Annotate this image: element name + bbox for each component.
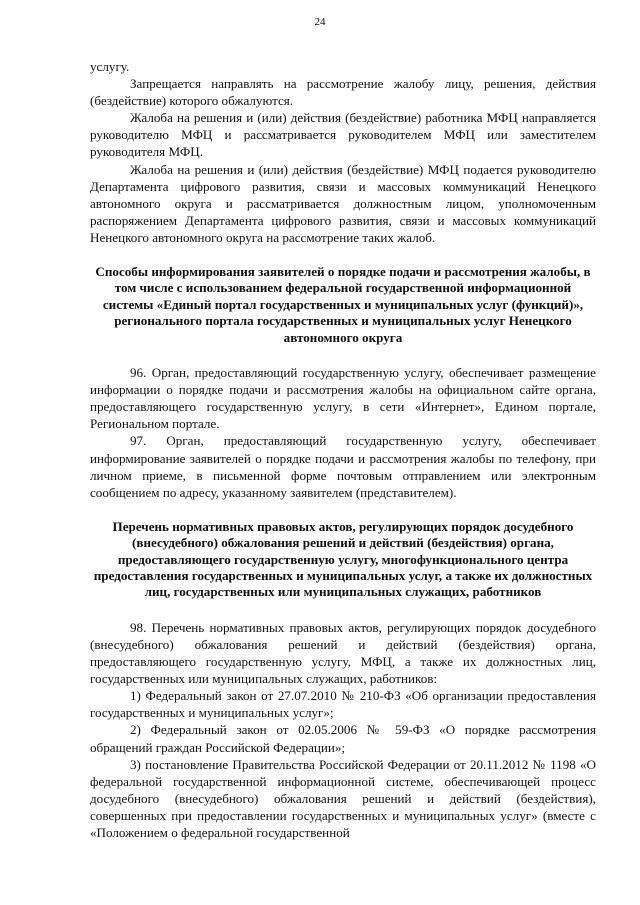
section-heading: Способы информирования заявителей о порядке подачи и рассмотрения жалобы, в том числе с использованием федеральной государственной информационной системы «Единый портал государственных и муниципальных услуг (функций)», регионального портала государственных и муниципальных услуг Ненецкого автономного округа [95,264,591,345]
paragraph-97: 97. Орган, предоставляющий государственную услугу, обеспечивает информирование заявителей о порядке подачи и рассмотрения жалобы по телефону, при личном приеме, в письменной форме почтовым отправлением или электронным сообщением по адресу, указанному заявителем (представителем). [90,433,596,500]
paragraph: Жалоба на решения и (или) действия (бездействие) МФЦ подается руководителю Департамента цифрового развития, связи и массовых коммуникаций Ненецкого автономного округа и рассматривается должностным лицом, уполномоченным распоряжением Департамента цифрового развития, связи и массовых коммуникаций Ненецкого автономного округа на рассмотрение таких жалоб. [90,161,596,245]
paragraph-96: 96. Орган, предоставляющий государственную услугу, обеспечивает размещение информации о порядке подачи и рассмотрения жалобы на официальном сайте органа, предоставляющего государственную услугу, в сети «Интернет», Едином портале, Региональном портале. [90,365,596,432]
page-number: 24 [314,16,326,28]
list-item: 3) постановление Правительства Российской Федерации от 20.11.2012 № 1198 «О федеральной государственной информационной системе, обеспечивающей процесс досудебного (внесудебного) обжалования решений и действий (бездействия), совершенных при предоставлении государственных и муниципальных услуг» (вместе с «Положением о федеральной государственной [90,756,596,840]
document-body [90,58,596,841]
list-item: 2) Федеральный закон от 02.05.2006 № 59-ФЗ «О порядке рассмотрения обращений граждан Российской Федерации»; [90,722,596,755]
paragraph: Жалоба на решения и (или) действия (бездействие) работника МФЦ направляется руководителю МФЦ и рассматривается руководителем МФЦ или заместителем руководителя МФЦ. [90,110,596,160]
paragraph-continuation: услугу. [90,59,130,74]
paragraph: Запрещается направлять на рассмотрение жалобу лицу, решения, действия (бездействие) которого обжалуются. [90,76,596,109]
list-item: 1) Федеральный закон от 27.07.2010 № 210-ФЗ «Об организации предоставления государственных и муниципальных услуг»; [90,688,596,721]
paragraph-98: 98. Перечень нормативных правовых актов, регулирующих порядок досудебного (внесудебного) обжалования решений и действий (бездействия) органа, предоставляющего государственную услугу, МФЦ, а также их должностных лиц, государственных или муниципальных служащих, работников: [90,619,596,687]
section-heading: Перечень нормативных правовых актов, регулирующих порядок досудебного (внесудебного) обжалования решений и действий (бездействия) органа, предоставляющего государственную услугу, многофункционального центра предоставления государственных и муниципальных услуг, а также их должностных лиц, государственных или муниципальных служащих, работников [93,518,593,600]
